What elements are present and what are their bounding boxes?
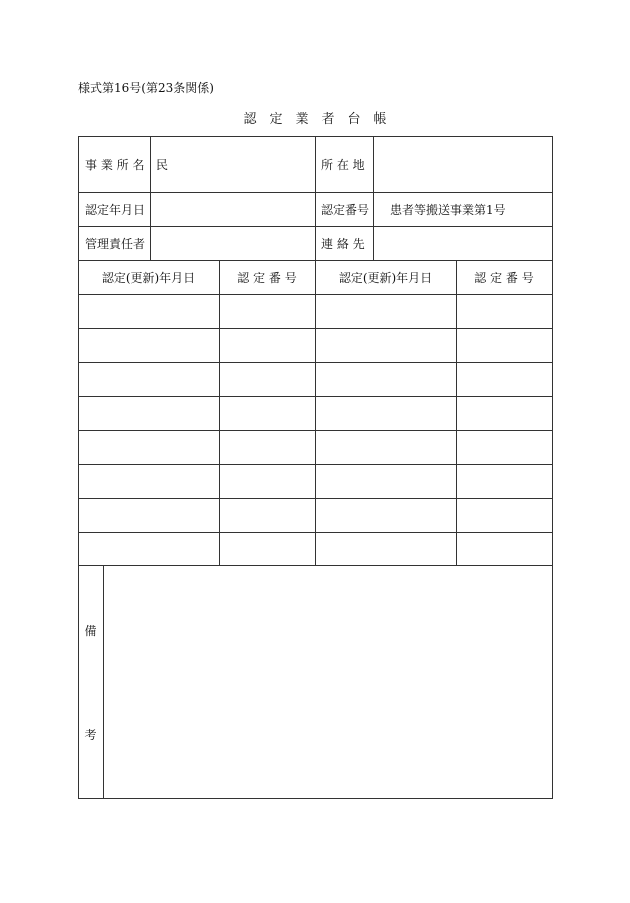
remarks-label-1: 備 xyxy=(84,623,97,638)
cert-date-label: 認定年月日 xyxy=(85,202,146,217)
history-header-date-1: 認定(更新)年月日 xyxy=(101,270,196,285)
form-number: 様式第16号(第23条関係) xyxy=(78,80,214,95)
history-header-number-2: 認 定 番 号 xyxy=(474,270,534,285)
office-name-value: 民 xyxy=(156,157,169,172)
cert-number-label: 認定番号 xyxy=(321,202,370,217)
history-header-date-2: 認定(更新)年月日 xyxy=(338,270,433,285)
location-label: 所 在 地 xyxy=(321,157,365,172)
contact-label: 連 絡 先 xyxy=(321,236,365,251)
remarks-label-2: 考 xyxy=(84,727,97,742)
cert-number-value: 患者等搬送事業第1号 xyxy=(390,202,506,217)
office-name-label: 事 業 所 名 xyxy=(85,157,145,172)
document-title: 認 定 業 者 台 帳 xyxy=(243,111,387,127)
history-header-number-1: 認 定 番 号 xyxy=(237,270,297,285)
manager-label: 管理責任者 xyxy=(85,236,146,251)
